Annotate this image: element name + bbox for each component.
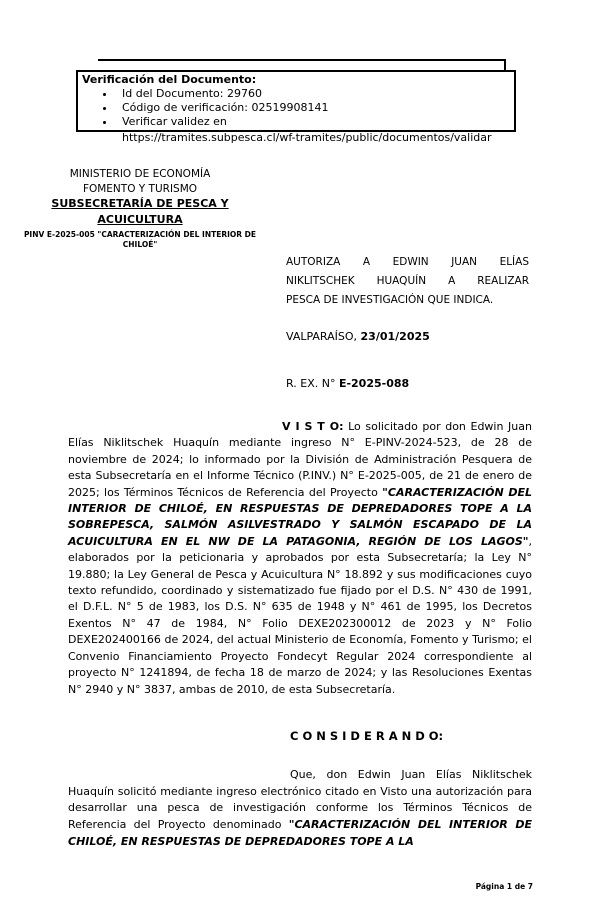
verification-url: https://tramites.subpesca.cl/wf-tramites/public/documentos/validar xyxy=(122,131,492,144)
visto-text-1: Lo solicitado por don Edwin Juan Elías Niklitschek Huaquín mediante ingreso N° E-PINV-2024-523, de 28 de noviembre de 2024; lo informado por la División de Administración Pesquera de esta Subsecretaría en el Informe Técnico (P.INV.) N° E-2025-005, de 21 de enero de 2025; los Términos Técnicos de Referencia del Proyecto xyxy=(68,420,532,499)
visto-label: V I S T O: xyxy=(282,420,344,433)
considerando-project-title: "CARACTERIZACIÓN DEL INTERIOR DE CHILOÉ, EN RESPUESTAS DE DEPREDADORES TOPE A LA xyxy=(68,818,532,848)
subject-line-2: NIKLITSCHEK HUAQUÍN A REALIZAR xyxy=(286,275,529,287)
ministry-line-2: FOMENTO Y TURISMO xyxy=(82,182,198,195)
dateline-date: 23/01/2025 xyxy=(360,330,430,343)
subject-line-1: AUTORIZA A EDWIN JUAN ELÍAS xyxy=(286,256,529,268)
page-number: Página 1 de 7 xyxy=(475,882,533,891)
resolution-number-value: E-2025-088 xyxy=(338,377,410,390)
considerando-paragraph xyxy=(68,767,532,851)
verification-item-document-id: • Id del Documento: 29760 xyxy=(116,87,510,101)
dateline xyxy=(286,330,430,343)
verification-box xyxy=(76,70,516,144)
visto-paragraph xyxy=(68,419,532,698)
verification-item-validate: • Verificar validez en xyxy=(116,115,510,129)
subsecretaria-line-2: ACUICULTURA xyxy=(97,212,183,226)
visto-text-2: , elaborados por la peticionaria y aprobados por esta Subsecretaría; la Ley N° 19.880; la Ley General de Pesca y Acuicultura N° 18.892 y sus modificaciones cuyo texto refundido, coordinado y sistematizado fue fijado por el D.S. N° 430 de 1991, el D.F.L. N° 5 de 1983, los D.S. N° 635 de 1948 y N° 461 de 1995, los Decretos Exentos N° 47 de 1984, N° Folio DEXE202300012 de 2023 y N° Folio DEXE202400166 de 2024, del actual Ministerio de Economía, Fomento y Turismo; el Convenio Financiamiento Proyecto Fondecyt Regular 2024 correspondiente al proyecto N° 1241894, de fecha 18 de marzo de 2024; y las Resoluciones Exentas N° 2940 y N° 3837, ambas de 2010, de esta Subsecretaría. xyxy=(68,534,532,696)
subsecretaria-line-1: SUBSECRETARÍA DE PESCA Y xyxy=(51,197,229,210)
dateline-city: VALPARAÍSO, xyxy=(286,330,361,343)
visto-project-title: "CARACTERIZACIÓN DEL INTERIOR DE CHILOÉ, EN RESPUESTAS DE DEPREDADORES TOPE A LA SOBREPESCA, SALMÓN ASILVESTRADO Y SALMÓN ESCAPADO DE LA ACUICULTURA EN EL NW DE LA PATAGONIA, REGIÓN DE LOS LAGOS" xyxy=(68,485,532,548)
letterhead xyxy=(12,167,268,250)
verification-item-code: • Código de verificación: 02519908141 xyxy=(116,101,510,115)
verification-list xyxy=(82,87,510,129)
resolution-number xyxy=(286,377,409,390)
considerando-text-1: Que, don Edwin Juan Elías Niklitschek Huaquín solicitó mediante ingreso electrónico citado en Visto una autorización para desarrollar una pesca de investigación conforme los Términos Técnicos de Referencia del Proyecto denominado xyxy=(68,768,532,832)
ministry-line-1: MINISTERIO DE ECONOMÍA xyxy=(69,168,211,180)
verification-box-outer-top-line xyxy=(98,59,506,61)
resolution-number-prefix: R. EX. N° xyxy=(286,377,339,390)
project-reference: PINV E-2025-005 "CARACTERIZACIÓN DEL INTERIOR DE CHILOÉ" xyxy=(23,230,257,249)
considerando-heading: C O N S I D E R A N D O: xyxy=(290,729,444,743)
subject-title xyxy=(286,253,529,310)
verification-box-title: Verificación del Documento: xyxy=(82,73,257,86)
subject-line-3: PESCA DE INVESTIGACIÓN QUE INDICA. xyxy=(286,294,494,306)
